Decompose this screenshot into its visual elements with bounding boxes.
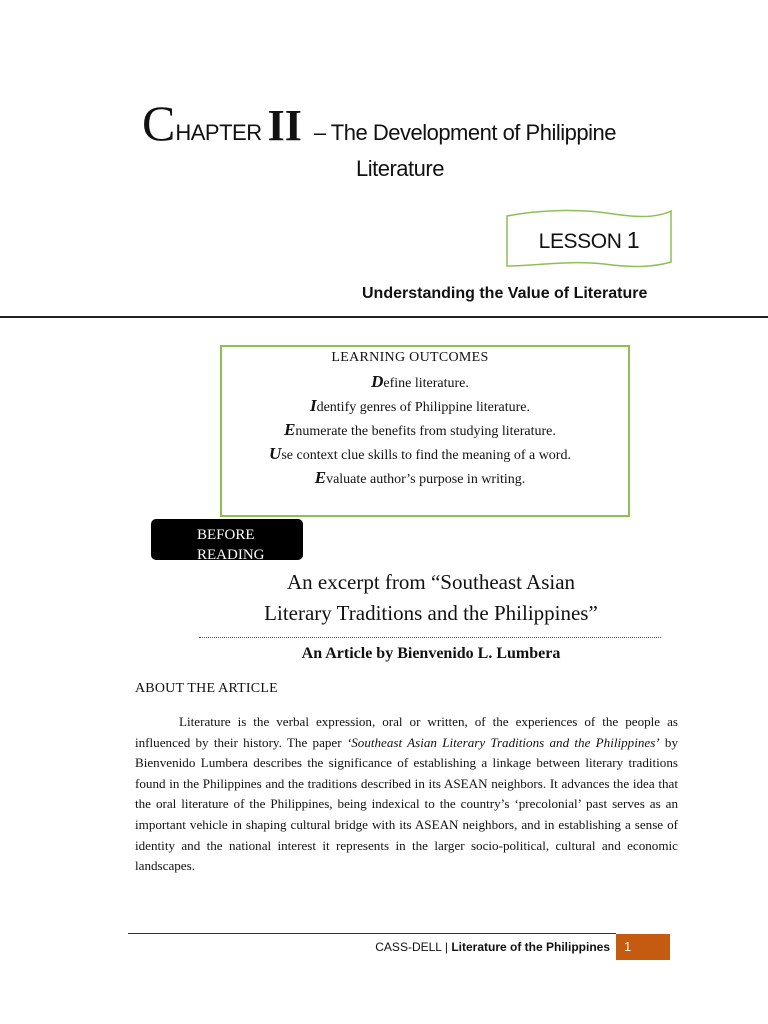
paragraph-start: Literature is the verbal expression, oral or written, of the experiences of the people as influenced by their history. The paper xyxy=(135,714,678,750)
outcome-text: se context clue skills to find the meaning of a word. xyxy=(281,448,571,463)
before-reading-label: BEFORE READING xyxy=(197,527,265,560)
outcome-item xyxy=(220,444,620,464)
before-reading-tag xyxy=(151,519,303,560)
chapter-title-line2: Literature xyxy=(356,156,444,181)
outcome-initial: D xyxy=(371,372,384,391)
article-byline: An Article by Bienvenido L. Lumbera xyxy=(301,645,561,662)
section-divider xyxy=(0,316,768,318)
paragraph-end: by Bienvenido Lumbera describes the significance of establishing a linkage between literary traditions found in the Philippines and the traditions described in its ASEAN neighbors. It advances the idea that the oral literature of the Philippines, being indexical to the country’s ‘precolonial’ past serves as an important vehicle in shaping cultural bridge with its ASEAN neighbors, and in establishing a sense of identity and the national interest it represents in the larger socio-political, cultural and economic landscapes. xyxy=(135,734,679,874)
article-paragraph xyxy=(135,712,678,877)
learning-outcomes-heading: LEARNING OUTCOMES xyxy=(331,350,489,365)
footer-separator: | xyxy=(441,940,452,954)
outcome-initial: I xyxy=(309,396,317,415)
chapter-title-line1: – The Development of Philippine xyxy=(313,120,616,145)
outcome-text: valuate author’s purpose in writing. xyxy=(326,472,526,487)
lesson-number: 1 xyxy=(626,227,640,253)
lesson-word: LESSON xyxy=(538,230,622,253)
lesson-title: Understanding the Value of Literature xyxy=(362,285,648,302)
outcome-initial: U xyxy=(269,444,282,463)
outcome-text: numerate the benefits from studying literature. xyxy=(295,424,556,439)
footer-course: CASS-DELL xyxy=(375,940,442,954)
outcome-item xyxy=(220,420,620,440)
outcome-initial: E xyxy=(284,420,296,439)
chapter-heading xyxy=(142,95,702,151)
outcome-item xyxy=(220,372,620,392)
outcome-item xyxy=(220,468,620,488)
chapter-word: HAPTER xyxy=(175,120,262,145)
lesson-label xyxy=(504,227,674,254)
footer-subject: Literature of the Philippines xyxy=(451,940,610,954)
page-number: 1 xyxy=(624,939,632,954)
article-title xyxy=(180,567,682,629)
article-title-line1: An excerpt from “Southeast Asian xyxy=(286,570,576,594)
page-number-box xyxy=(616,934,670,960)
outcome-text: efine literature. xyxy=(383,376,469,391)
footer-label xyxy=(300,940,610,954)
chapter-initial: C xyxy=(142,95,176,151)
dotted-divider xyxy=(199,637,661,638)
chapter-number: II xyxy=(267,101,302,150)
outcome-text: dentify genres of Philippine literature. xyxy=(316,400,531,415)
about-heading: ABOUT THE ARTICLE xyxy=(135,681,278,696)
paper-title: ‘Southeast Asian Literary Traditions and the Philippines’ xyxy=(346,734,660,750)
outcome-item xyxy=(220,396,620,416)
outcome-initial: E xyxy=(314,468,327,487)
article-title-line2: Literary Traditions and the Philippines” xyxy=(264,601,598,625)
footer-divider xyxy=(128,933,616,934)
